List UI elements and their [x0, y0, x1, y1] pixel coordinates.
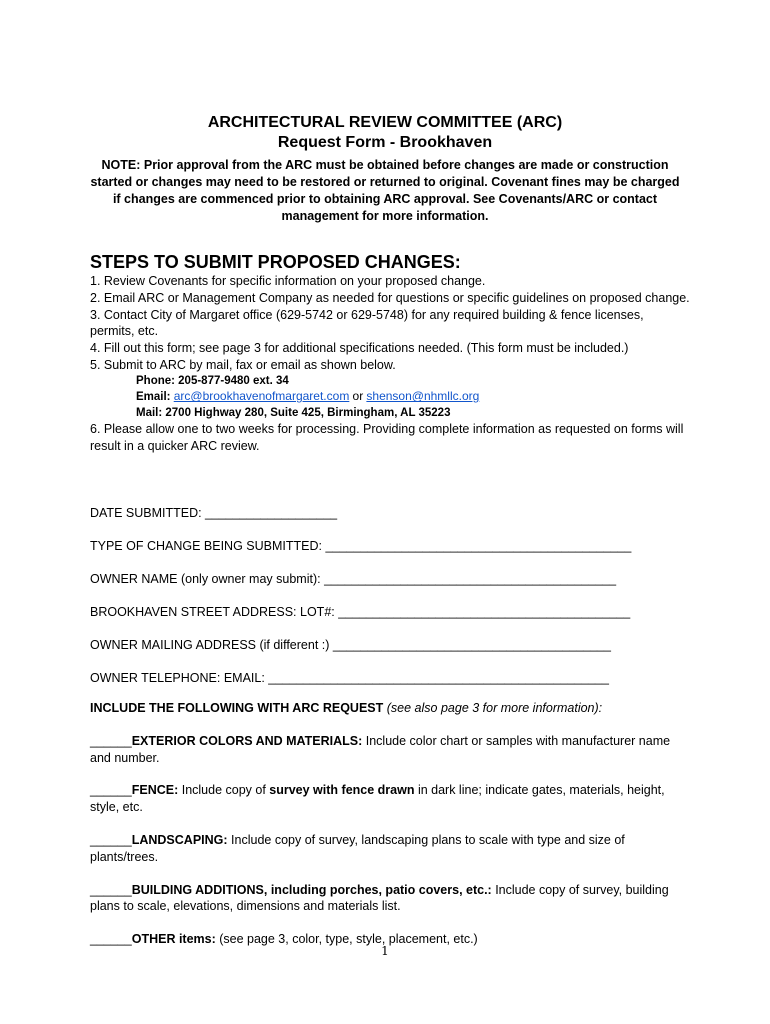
owner-name-field[interactable]: OWNER NAME (only owner may submit): __________________________________________ — [90, 572, 617, 586]
contact-mail: Mail: 2700 Highway 280, Suite 425, Birmingham, AL 35223 — [136, 406, 451, 419]
step-item: 5. Submit to ARC by mail, fax or email as shown below. — [90, 357, 396, 372]
contact-phone: Phone: 205-877-9480 ext. 34 — [136, 374, 289, 387]
page-number: 1 — [381, 944, 389, 958]
approval-note: NOTE: Prior approval from the ARC must be obtained before changes are made or construction started or changes may need to be restored or returned to original. Covenant fines may be charged if changes are commenced prior to obtaining ARC approval. See Covenants/ARC or contact management for more information. — [90, 158, 680, 223]
form-header — [60, 113, 710, 225]
step-item: 2. Email ARC or Management Company as needed for questions or specific guidelines on proposed change. — [90, 290, 690, 305]
telephone-email-field[interactable]: OWNER TELEPHONE: EMAIL: _________________________________________________ — [90, 671, 609, 685]
step-item: 4. Fill out this form; see page 3 for additional specifications needed. (This form must be included.) — [90, 341, 629, 356]
date-submitted-field[interactable]: DATE SUBMITTED: ___________________ — [90, 506, 338, 520]
type-of-change-field[interactable]: TYPE OF CHANGE BEING SUBMITTED: ____________________________________________ — [90, 539, 632, 553]
contact-email-line — [136, 389, 690, 406]
contact-block — [136, 374, 690, 422]
steps-list — [90, 273, 690, 455]
management-email-link[interactable]: shenson@nhmllc.org — [366, 389, 480, 404]
email-label: Email: — [136, 391, 171, 404]
include-item-other: ______OTHER items: (see page 3, color, type, style, placement, etc.) — [90, 932, 478, 947]
step-item: 6. Please allow one to two weeks for processing. Providing complete information as requested on forms will result in a quicker ARC review. — [90, 422, 684, 454]
email-or: or — [352, 389, 364, 404]
include-item-landscaping: ______LANDSCAPING: Include copy of survey, landscaping plans to scale with type and size of plants/trees. — [90, 832, 625, 864]
arc-email-link[interactable]: arc@brookhavenofmargaret.com — [173, 389, 350, 404]
street-address-field[interactable]: BROOKHAVEN STREET ADDRESS: LOT#: __________________________________________ — [90, 605, 631, 619]
include-item-fence: ______FENCE: Include copy of survey with fence drawn in dark line; indicate gates, materials, height, style, etc. — [90, 783, 665, 815]
step-item: 3. Contact City of Margaret office (629-5742 or 629-5748) for any required building & fence licenses, permits, etc. — [90, 307, 644, 339]
steps-heading: STEPS TO SUBMIT PROPOSED CHANGES: — [90, 252, 461, 272]
include-item-exterior: ______EXTERIOR COLORS AND MATERIALS: Include color chart or samples with manufacturer name and number. — [90, 733, 671, 765]
include-heading: INCLUDE THE FOLLOWING WITH ARC REQUEST (see also page 3 for more information): — [90, 701, 603, 715]
form-title: ARCHITECTURAL REVIEW COMMITTEE (ARC) — [207, 114, 563, 131]
form-subtitle: Request Form - Brookhaven — [277, 134, 493, 151]
step-item: 1. Review Covenants for specific information on your proposed change. — [90, 274, 486, 288]
include-item-building: ______BUILDING ADDITIONS, including porches, patio covers, etc.: Include copy of survey, building plans to scale, elevations, dimensions and materials list. — [90, 882, 669, 914]
form-fields — [90, 505, 690, 703]
mailing-address-field[interactable]: OWNER MAILING ADDRESS (if different :) ________________________________________ — [90, 638, 611, 652]
include-section — [90, 700, 690, 948]
